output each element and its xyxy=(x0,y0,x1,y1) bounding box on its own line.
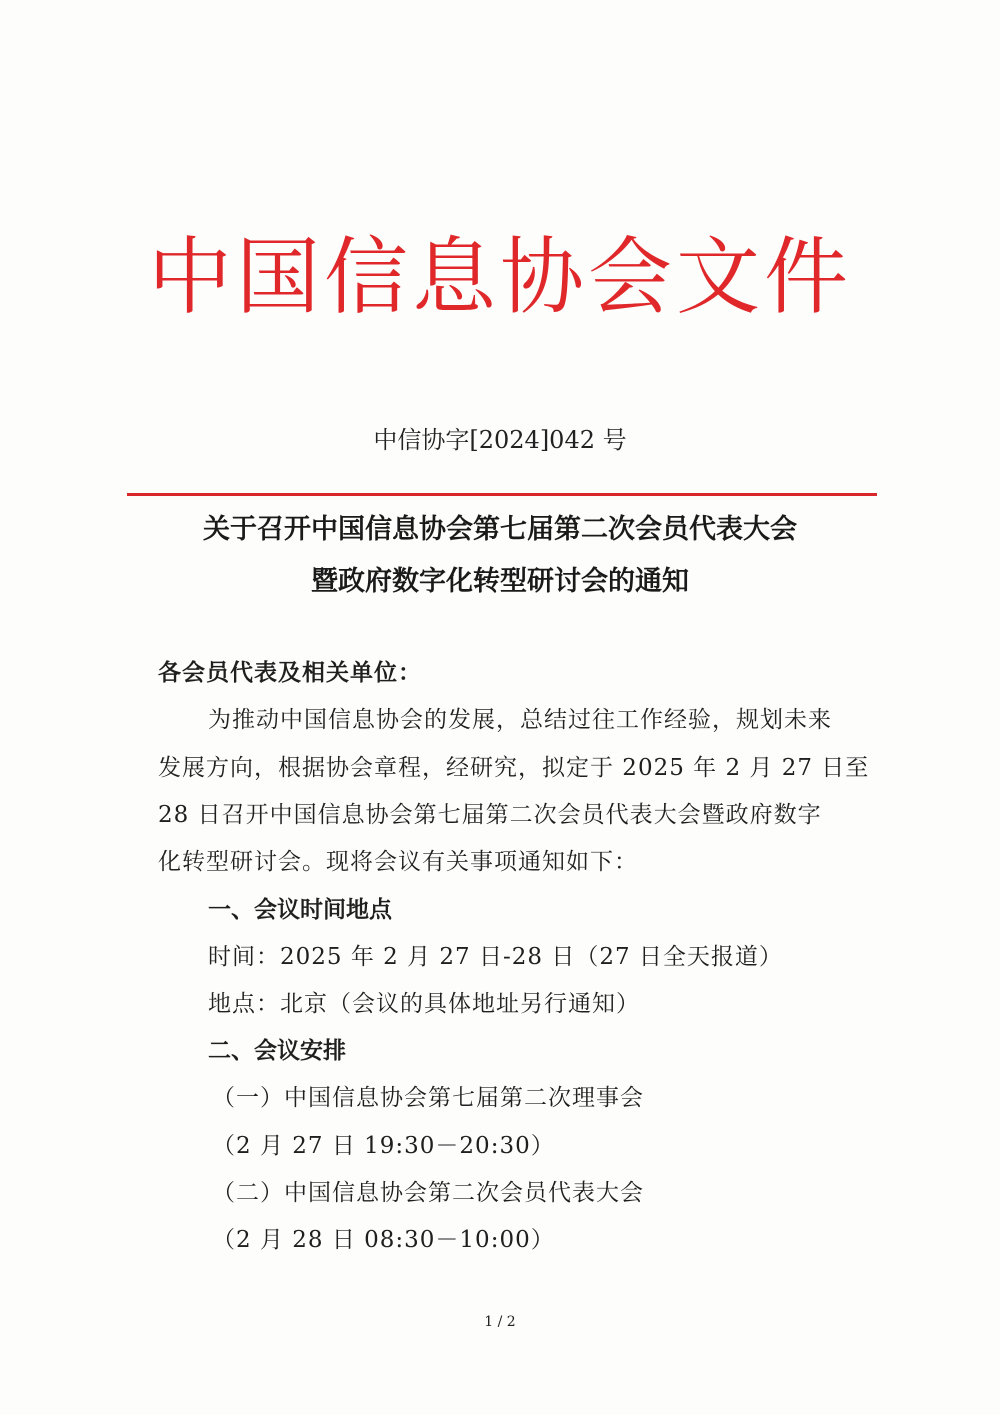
red-divider-rule xyxy=(127,493,877,496)
salutation: 各会员代表及相关单位： xyxy=(158,660,422,686)
section-2-heading: 二、会议安排 xyxy=(208,1038,346,1064)
agenda-item-1-time: （2 月 27 日 19:30－20:30） xyxy=(212,1133,555,1159)
agenda-item-1-title: （一）中国信息协会第七届第二次理事会 xyxy=(212,1085,644,1111)
notice-title-line-2: 暨政府数字化转型研讨会的通知 xyxy=(311,566,689,597)
page-indicator: 1 / 2 xyxy=(484,1314,516,1330)
meeting-time: 时间：2025 年 2 月 27 日-28 日（27 日全天报道） xyxy=(208,944,783,970)
masthead-title: 中国信息协会文件 xyxy=(147,228,852,326)
notice-title-line-1: 关于召开中国信息协会第七届第二次会员代表大会 xyxy=(203,514,797,545)
agenda-item-2-title: （二）中国信息协会第二次会员代表大会 xyxy=(212,1180,644,1206)
agenda-item-2-time: （2 月 28 日 08:30－10:00） xyxy=(212,1227,555,1253)
document-number: 中信协字[2024]042 号 xyxy=(373,426,627,454)
intro-line-1: 为推动中国信息协会的发展，总结过往工作经验，规划未来 xyxy=(208,707,832,733)
intro-line-3: 28 日召开中国信息协会第七届第二次会员代表大会暨政府数字 xyxy=(158,802,822,828)
meeting-place: 地点：北京（会议的具体地址另行通知） xyxy=(208,991,640,1017)
intro-line-4: 化转型研讨会。现将会议有关事项通知如下： xyxy=(158,849,638,875)
section-1-heading: 一、会议时间地点 xyxy=(208,897,392,923)
intro-line-2: 发展方向，根据协会章程，经研究，拟定于 2025 年 2 月 27 日至 xyxy=(158,755,870,781)
